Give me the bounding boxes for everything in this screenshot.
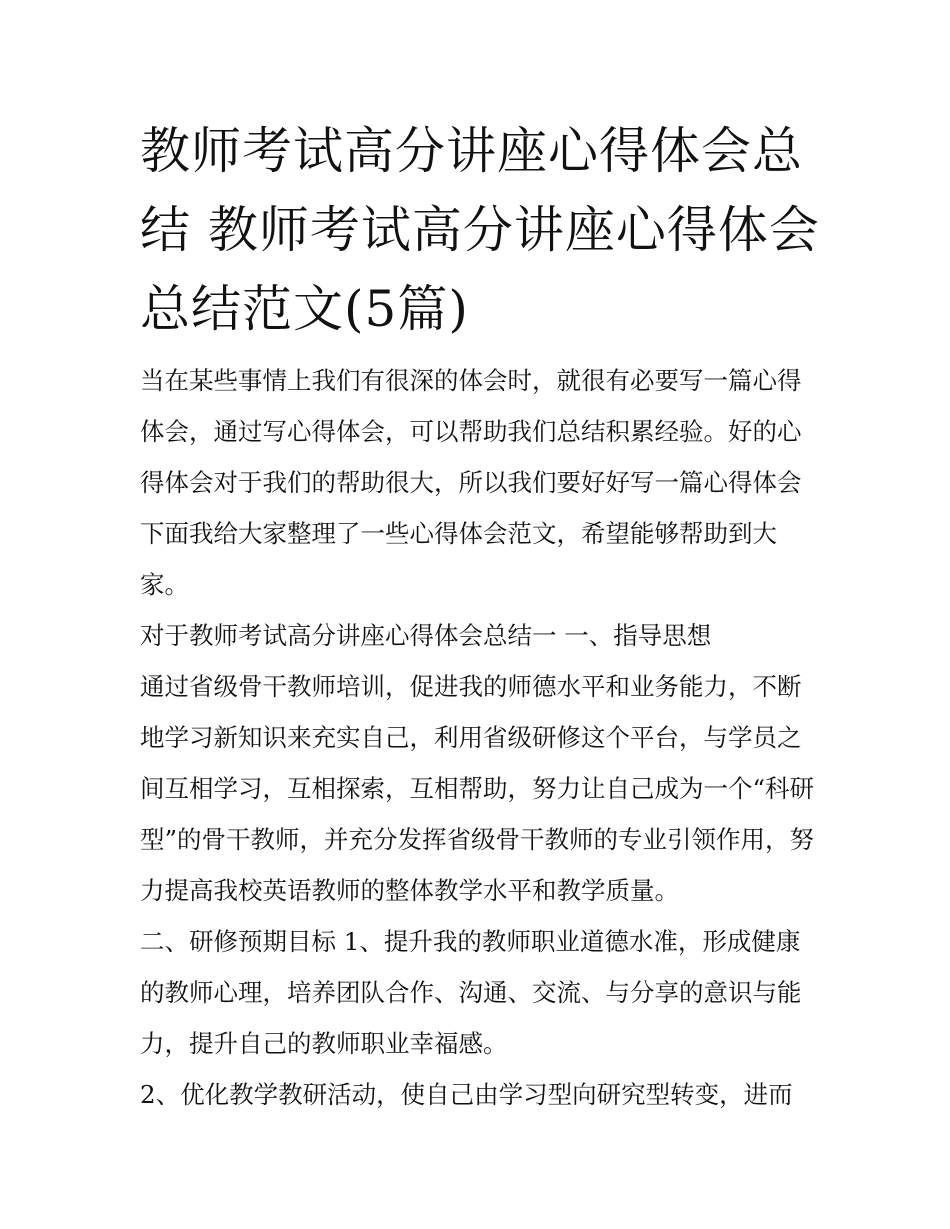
paragraph-section-heading: 对于教师考试高分讲座心得体会总结一 一、指导思想 [140,621,712,650]
paragraph-goal-1: 二、研修预期目标 1、提升我的教师职业道德水准，形成健康的教师心理，培养团队合作、沟通、交流、与分享的意识与能力，提升自己的教师职业幸福感。 [140,927,802,1058]
paragraph-guiding-thought: 通过省级骨干教师培训，促进我的师德水平和业务能力，不断地学习新知识来充实自己，利用省级研修这个平台，与学员之间互相学习，互相探索，互相帮助，努力让自己成为一个“科研型”的骨干教师，并充分发挥省级骨干教师的专业引领作用，努力提高我校英语教师的整体教学水平和教学质量。 [140,672,815,905]
paragraph-intro: 当在某些事情上我们有很深的体会时，就很有必要写一篇心得体会，通过写心得体会，可以帮助我们总结积累经验。好的心得体会对于我们的帮助很大，所以我们要好好写一篇心得体会下面我给大家整理了一些心得体会范文，希望能够帮助到大家。 [140,366,802,599]
document-body [140,355,820,1120]
document-title: 教师考试高分讲座心得体会总结 教师考试高分讲座心得体会总结范文(5篇) [140,122,820,338]
paragraph-goal-2: 2、优化教学教研活动，使自己由学习型向研究型转变，进而 [140,1080,793,1109]
